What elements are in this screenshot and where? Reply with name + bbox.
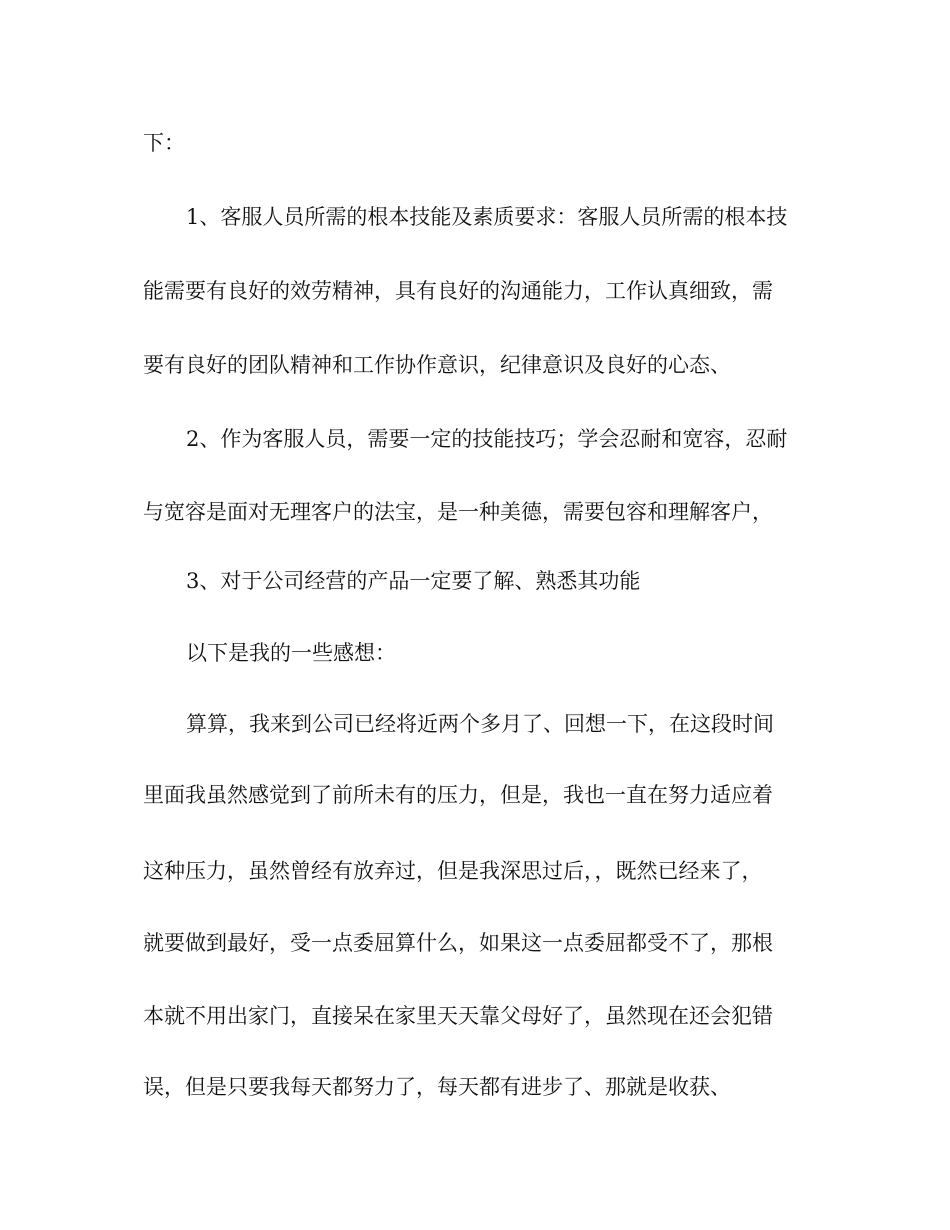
text-line-3: 能需要有良好的效劳精神，具有良好的沟通能力，工作认真细致，需 xyxy=(143,279,773,303)
text-line-8: 以下是我的一些感想： xyxy=(186,641,396,665)
text-line-4: 要有良好的团队精神和工作协作意识，纪律意识及良好的心态、 xyxy=(143,353,731,377)
text-line-10: 里面我虽然感觉到了前所未有的压力，但是，我也一直在努力适应着 xyxy=(143,783,773,807)
text-line-7: 3、对于公司经营的产品一定要了解、熟悉其功能 xyxy=(186,569,641,593)
text-line-5: 2、作为客服人员，需要一定的技能技巧；学会忍耐和宽容，忍耐 xyxy=(186,427,788,451)
text-line-1: 下： xyxy=(143,131,185,155)
text-line-2: 1、客服人员所需的根本技能及素质要求：客服人员所需的根本技 xyxy=(186,205,788,229)
text-line-11: 这种压力，虽然曾经有放弃过，但是我深思过后，，既然已经来了， xyxy=(143,859,763,883)
text-line-9: 算算，我来到公司已经将近两个多月了、回想一下，在这段时间 xyxy=(186,712,774,736)
text-line-14: 误，但是只要我每天都努力了，每天都有进步了、那就是收获、 xyxy=(143,1075,731,1099)
text-line-6: 与宽容是面对无理客户的法宝，是一种美德，需要包容和理解客户， xyxy=(143,500,773,524)
text-line-13: 本就不用出家门，直接呆在家里天天靠父母好了，虽然现在还会犯错 xyxy=(143,1004,773,1028)
text-line-12: 就要做到最好，受一点委屈算什么，如果这一点委屈都受不了，那根 xyxy=(143,931,773,955)
